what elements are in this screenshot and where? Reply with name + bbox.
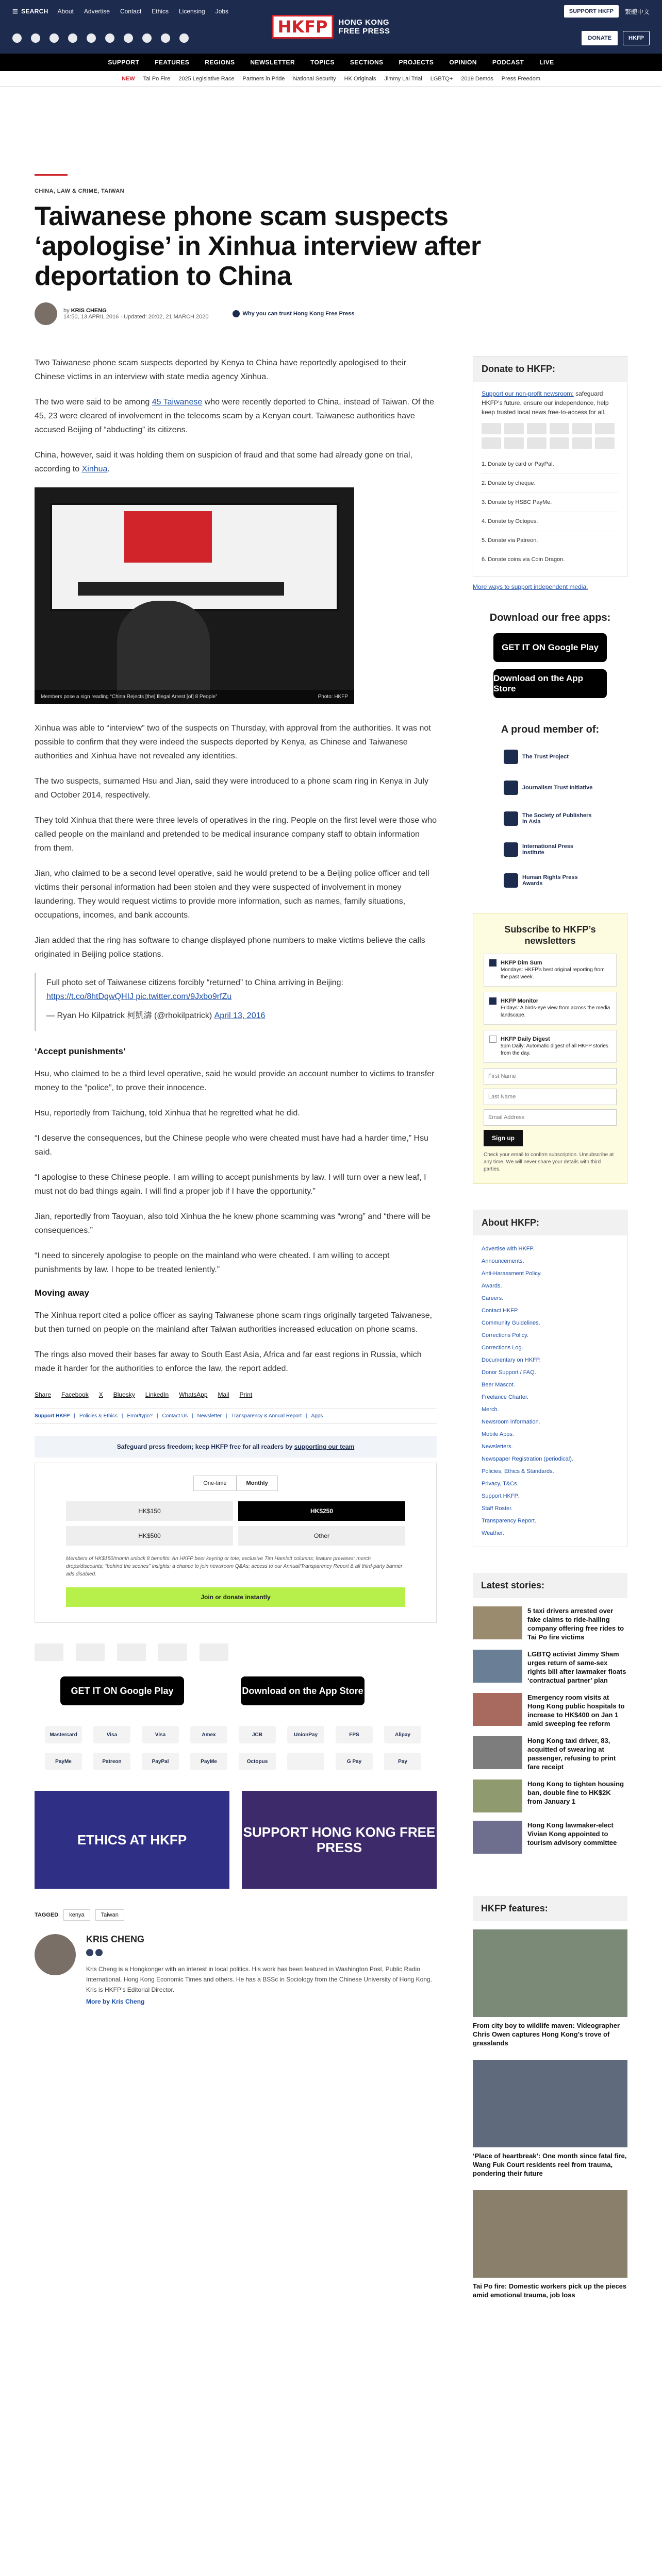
author-avatar[interactable]	[35, 302, 57, 325]
x-icon[interactable]	[31, 33, 40, 43]
byline: by KRIS CHENG 14:50, 13 APRIL 2016 · Updated: 20:02, 21 MARCH 2020 Why you can trust Hong Kong Free Press	[35, 302, 627, 325]
first-name-input[interactable]	[484, 1068, 617, 1084]
ipi-icon	[504, 842, 518, 857]
support-band: Safeguard press freedom; keep HKFP free for all readers by supporting our team	[35, 1436, 437, 1458]
toggle-monthly[interactable]: Monthly	[237, 1476, 278, 1491]
trust-link[interactable]: Why you can trust Hong Kong Free Press	[233, 310, 355, 317]
ipi-badge[interactable]	[158, 1643, 187, 1661]
about-link[interactable]: Newsroom Information.	[482, 1419, 540, 1425]
paragraph: Jian added that the ring has software to change displayed phone numbers to make victims believe the calls originated in Beijing police stations.	[35, 936, 425, 959]
hrpa-icon	[504, 873, 518, 888]
about-link[interactable]: Advertise with HKFP.	[482, 1246, 535, 1252]
jti-icon	[504, 781, 518, 795]
site-logo[interactable]	[272, 0, 390, 54]
paragraph: Hsu, reportedly from Taichung, told Xinhua that he regretted what he did.	[35, 1109, 300, 1117]
members-box	[473, 724, 627, 892]
payment-methods	[35, 1726, 437, 1770]
fps-icon[interactable]: FPS	[336, 1726, 373, 1743]
youtube-icon[interactable]	[68, 33, 77, 43]
donate-box: Donate to HKFP: Support our non-profit newsroom: safeguard HKFP’s future, ensure our independence, help keep trusted local news free-to-access for all. 1. Donate by card or PayPal. 2. Donate by cheque. 3. Donate by HSBC PayMe. 4. Donate by Octopus. 5. Donate via Patreon. 6. Donate coins via Coin Dragon.	[473, 356, 627, 577]
paragraph: The Xinhua report cited a police officer as saying Taiwanese phone scam rings originally targeted Taiwanese, but then turned on people on the mainland after Taiwan authorities increased education on phone scams.	[35, 1311, 433, 1334]
newsletter-option[interactable]: HKFP Monitor Fridays: A birds-eye view from across the media landscape.	[484, 992, 617, 1025]
amex-icon[interactable]: Amex	[190, 1726, 227, 1743]
support-promo[interactable]: SUPPORT HONG KONG FREE PRESS	[242, 1791, 437, 1889]
payment-card-icon	[595, 423, 615, 434]
about-link[interactable]: Community Guidelines.	[482, 1320, 540, 1326]
story-title[interactable]: 5 taxi drivers arrested over fake claims to ride-hailing company offering free rides to Tai Po fire victims	[527, 1607, 624, 1641]
visa-icon[interactable]: Visa	[142, 1726, 179, 1743]
share-label: Share	[35, 1391, 52, 1398]
trending-item[interactable]: HK Originals	[344, 75, 376, 82]
sopa-icon	[504, 811, 518, 826]
section-heading: Moving away	[35, 1288, 89, 1298]
story-item[interactable]	[473, 1606, 627, 1641]
about-link[interactable]: Newsletters.	[482, 1444, 513, 1450]
about-link[interactable]: Beer Mascot.	[482, 1382, 515, 1388]
payment-card-icon	[482, 423, 501, 434]
feature-item[interactable]	[473, 2190, 627, 2299]
newsletter-option[interactable]: HKFP Daily Digest 9pm Daily: Automatic digest of all HKFP stories from the day.	[484, 1030, 617, 1063]
hkfp-features	[473, 1896, 627, 2320]
footer-link[interactable]: Policies & Ethics	[79, 1413, 118, 1419]
payment-card-icon	[527, 423, 547, 434]
amount-option-selected[interactable]: HK$250	[238, 1501, 405, 1521]
alipay-icon[interactable]: Alipay	[384, 1726, 421, 1743]
main-nav	[0, 54, 662, 71]
trending-item[interactable]: 2019 Demos	[461, 75, 493, 82]
about-link[interactable]: Newspaper Registration (periodical).	[482, 1456, 573, 1462]
story-item[interactable]	[473, 1821, 627, 1854]
sidebar-heading: About HKFP:	[473, 1210, 627, 1235]
menu-icon: ☰	[12, 8, 19, 15]
frequency-toggle	[35, 1476, 436, 1491]
title-divider	[35, 174, 68, 176]
story-item[interactable]	[473, 1780, 627, 1812]
about-link[interactable]: Merch.	[482, 1406, 499, 1413]
member-trust-project[interactable]: The Trust Project	[504, 745, 597, 769]
payme-icon[interactable]: PayMe	[45, 1753, 82, 1770]
trending-item[interactable]: Tai Po Fire	[143, 75, 171, 82]
inline-link[interactable]: Xinhua	[81, 465, 108, 473]
donate-method-item[interactable]: 3. Donate by HSBC PayMe.	[482, 493, 619, 512]
member-sopa[interactable]: The Society of Publishers in Asia	[504, 807, 597, 831]
app-store-button[interactable]: Download on the App Store	[241, 1676, 365, 1705]
donate-method-item[interactable]: 1. Donate by card or PayPal.	[482, 455, 619, 474]
donate-methods-list	[482, 455, 619, 569]
paragraph: Two Taiwanese phone scam suspects deported by Kenya to China have reportedly apologised to their Chinese victims in an interview with state media agency Xinhua.	[35, 359, 407, 381]
article-categories[interactable]: CHINA, LAW & CRIME, TAIWAN	[35, 188, 124, 194]
checkbox-checked[interactable]	[489, 997, 496, 1005]
nav-opinion[interactable]: OPINION	[449, 59, 477, 66]
section-heading: ‘Accept punishments’	[35, 1046, 126, 1056]
info-icon	[233, 310, 240, 317]
sidebar-heading: Download our free apps:	[489, 612, 611, 623]
payme-icon[interactable]: PayMe	[190, 1753, 227, 1770]
payment-card-icon	[550, 437, 569, 449]
author-social-icons	[86, 1949, 437, 1959]
member-jti[interactable]: Journalism Trust Initiative	[504, 776, 597, 800]
donation-amounts	[35, 1501, 436, 1546]
amount-option[interactable]: HK$500	[66, 1526, 233, 1546]
donate-method-item[interactable]: 6. Donate coins via Coin Dragon.	[482, 550, 619, 569]
utility-link-contact[interactable]: Contact	[120, 8, 142, 15]
footer-link[interactable]: Apps	[311, 1413, 323, 1419]
trending-item[interactable]: 2025 Legislative Race	[178, 75, 235, 82]
sidebar-heading: Latest stories:	[473, 1573, 627, 1598]
utility-link-ethics[interactable]: Ethics	[152, 8, 169, 15]
story-item[interactable]	[473, 1650, 627, 1685]
sopa-badge[interactable]	[117, 1643, 146, 1661]
footer-link[interactable]: Support HKFP	[35, 1413, 70, 1419]
trending-label: NEW	[122, 75, 135, 82]
utility-links	[58, 8, 229, 15]
whatsapp-icon[interactable]	[142, 33, 152, 43]
payment-card-icon	[504, 437, 524, 449]
email-icon[interactable]	[95, 1949, 103, 1956]
feature-image[interactable]	[473, 2060, 627, 2147]
author-avatar-large[interactable]	[35, 1934, 76, 1975]
email-input[interactable]	[484, 1109, 617, 1126]
octopus-icon[interactable]: Octopus	[239, 1753, 276, 1770]
trust-project-badge[interactable]	[35, 1643, 63, 1661]
share-row	[35, 1391, 437, 1398]
google-pay-icon[interactable]: G Pay	[336, 1753, 373, 1770]
about-link[interactable]: Announcements.	[482, 1258, 524, 1264]
utility-link-about[interactable]: About	[57, 8, 74, 15]
newsletter-option[interactable]: HKFP Dim Sum Mondays: HKFP’s best original reporting from the past week.	[484, 954, 617, 987]
linkedin-icon[interactable]	[161, 33, 170, 43]
feature-title[interactable]: Tai Po fire: Domestic workers pick up the pieces amid emotional trauma, job loss	[473, 2282, 627, 2299]
sidebar-heading: A proud member of:	[501, 724, 600, 735]
paragraph: They told Xinhua that there were three levels of operatives in the ring. People on the first level were those who called people on the mainland and pretended to be medical insurance company staff to obtain information from them.	[35, 816, 437, 853]
payment-card-icon	[550, 423, 569, 434]
app-store-button[interactable]: Download on the App Store	[493, 669, 607, 698]
trending-item[interactable]: LGBTQ+	[430, 75, 453, 82]
newsletter-box	[473, 913, 627, 1184]
patreon-icon[interactable]: Patreon	[93, 1753, 130, 1770]
payment-card-icon	[482, 437, 501, 449]
join-donate-button[interactable]: Join or donate instantly	[66, 1587, 405, 1607]
story-item[interactable]	[473, 1736, 627, 1771]
story-thumbnail[interactable]	[473, 1821, 522, 1854]
search-menu-button[interactable]: ☰ SEARCH	[12, 8, 48, 15]
footer-link[interactable]: Contact Us	[162, 1413, 188, 1419]
about-link[interactable]: Documentary on HKFP.	[482, 1357, 541, 1363]
amount-option[interactable]: HK$150	[66, 1501, 233, 1521]
support-team-link[interactable]: supporting our team	[294, 1443, 355, 1450]
logo-mark: HKFP	[272, 15, 334, 39]
signup-button[interactable]: Sign up	[484, 1130, 523, 1146]
story-thumbnail[interactable]	[473, 1650, 522, 1683]
paypal-icon[interactable]: PayPal	[142, 1753, 179, 1770]
member-hrpa[interactable]: Human Rights Press Awards	[504, 869, 597, 892]
story-title[interactable]: Hong Kong lawmaker-elect Vivian Kong appointed to tourism advisory committee	[527, 1821, 617, 1846]
trending-item[interactable]: Jimmy Lai Trial	[384, 75, 422, 82]
nav-sections[interactable]: SECTIONS	[350, 59, 384, 66]
paragraph: China, however, said it was holding them on suspicion of fraud and that some had already gone on trial, according to Xinhua.	[35, 451, 412, 473]
feature-image[interactable]	[473, 1929, 627, 2017]
more-by-author-link[interactable]: More by Kris Cheng	[86, 1998, 145, 2005]
nav-support[interactable]: SUPPORT	[108, 59, 140, 66]
apps-box	[473, 612, 627, 698]
toggle-one-time[interactable]: One-time	[193, 1476, 236, 1491]
about-link[interactable]: Staff Roster.	[482, 1505, 513, 1512]
story-title[interactable]: Hong Kong taxi driver, 83, acquitted of swearing at passenger, refusing to print fare receipt	[527, 1737, 616, 1771]
promo-row	[35, 1791, 437, 1889]
donation-widget	[35, 1463, 437, 1623]
paragraph: “I need to sincerely apologise to people on the mainland who were cheated. I am willing to accept punishments by law. I hope to be treated leniently.”	[35, 1251, 390, 1274]
about-link[interactable]: Privacy, T&Cs.	[482, 1481, 519, 1487]
paragraph: “I deserve the consequences, but the Chinese people who were cheated must have had a harder time,” Hsu said.	[35, 1134, 429, 1157]
footer-link[interactable]: Error/typo?	[127, 1413, 153, 1419]
photo-banner	[50, 503, 339, 611]
rss-icon[interactable]	[179, 33, 189, 43]
donate-method-item[interactable]: 2. Donate by cheque.	[482, 474, 619, 493]
tweet-author: — Ryan Ho Kilpatrick 柯凱濤 (@rhokilpatrick) April 13, 2016	[46, 1011, 266, 1020]
about-link[interactable]: Awards.	[482, 1283, 502, 1289]
threads-icon[interactable]	[87, 33, 96, 43]
payment-card-icon	[572, 437, 592, 449]
trust-project-icon	[504, 750, 518, 764]
story-thumbnail[interactable]	[473, 1606, 522, 1639]
tag-link[interactable]: Taiwan	[95, 1909, 124, 1921]
article-body	[35, 356, 437, 2346]
share-whatsapp[interactable]: WhatsApp	[179, 1391, 208, 1398]
jcb-icon[interactable]: JCB	[239, 1726, 276, 1743]
photo-caption: Members pose a sign reading “China Rejects [the] Illegal Arrest [of] 8 People” Photo: HKFP	[35, 690, 354, 704]
payment-card-icon	[572, 423, 592, 434]
nav-projects[interactable]: PROJECTS	[399, 59, 434, 66]
bluesky-icon[interactable]	[105, 33, 114, 43]
latest-stories	[473, 1573, 627, 1870]
utility-link-licensing[interactable]: Licensing	[178, 8, 205, 15]
hkfp-header-button[interactable]: HKFP	[623, 31, 650, 45]
mastercard-icon[interactable]: Mastercard	[45, 1726, 82, 1743]
donate-method-item[interactable]: 4. Donate by Octopus.	[482, 512, 619, 531]
author-link[interactable]: KRIS CHENG	[71, 308, 107, 314]
paragraph: “I apologise to these Chinese people. I am willing to accept punishments by law. I will turn over a new leaf, I must not do bad things again. I will find a proper job if I have the opportunity.”	[35, 1173, 426, 1196]
story-thumbnail[interactable]	[473, 1693, 522, 1726]
about-link[interactable]: Anti-Harassment Policy.	[482, 1270, 542, 1277]
story-title[interactable]: Hong Kong to tighten housing ban, double fine to HK$2K from January 1	[527, 1780, 624, 1805]
newsletter-heading: Subscribe to HKFP’s newsletters	[504, 924, 596, 946]
payment-card-icon	[595, 437, 615, 449]
footer-link[interactable]: Newsletter	[197, 1413, 222, 1419]
article-footer-links: Support HKFP | Policies & Ethics | Error/typo? | Contact Us | Newsletter | Transparency & Annual Report | Apps	[35, 1409, 437, 1423]
nav-regions[interactable]: REGIONS	[205, 59, 235, 66]
author-box-name[interactable]: KRIS CHENG	[86, 1934, 145, 1944]
trending-item[interactable]: National Security	[293, 75, 336, 82]
jti-badge[interactable]	[76, 1643, 105, 1661]
nav-podcast[interactable]: PODCAST	[492, 59, 524, 66]
feature-item[interactable]	[473, 1929, 627, 2047]
utility-link-advertise[interactable]: Advertise	[84, 8, 110, 15]
language-switch[interactable]: 繁體中文	[624, 8, 650, 15]
share-mail[interactable]: Mail	[218, 1391, 229, 1398]
app-download-row	[35, 1676, 437, 1705]
article-title: Taiwanese phone scam suspects ‘apologise’ in Xinhua interview after deportation to China	[35, 201, 481, 291]
trending-item[interactable]: Partners in Pride	[242, 75, 285, 82]
sidebar	[473, 356, 627, 2346]
instagram-icon[interactable]	[49, 33, 59, 43]
about-link[interactable]: Mobile Apps.	[482, 1431, 514, 1437]
newsletter-note: Check your email to confirm subscription. Unsubscribe at any time. We will never share your details with third parties.	[484, 1152, 614, 1172]
google-play-button[interactable]: GET IT ON Google Play	[60, 1676, 184, 1705]
sidebar-heading: HKFP features:	[473, 1896, 627, 1921]
facebook-icon[interactable]	[12, 33, 22, 43]
donation-note: Members of HK$150/month unlock 8 benefits: An HKFP beer keyring or tote; exclusive Tim Hamlett columns; feature previews; merch drops/discounts; "behind the scenes" insights; a chance to join newsroom Q&As; access to our Annual/Transparency Report & all third-party banner ads disabled.	[66, 1556, 403, 1577]
story-thumbnail[interactable]	[473, 1736, 522, 1769]
about-link[interactable]: Weather.	[482, 1530, 504, 1536]
tag-link[interactable]: kenya	[63, 1909, 90, 1921]
author-box	[35, 1934, 437, 2005]
hrpa-badge[interactable]	[200, 1643, 228, 1661]
story-title[interactable]: Emergency room visits at Hong Kong public hospitals to increase to HK$400 on Jan 1 amid sweeping fee reform	[527, 1693, 625, 1727]
paragraph: The two suspects, surnamed Hsu and Jian, said they were introduced to a phone scam ring in Kenya in July and October 2014, respectively.	[35, 777, 428, 800]
logo-text: HONG KONG FREE PRESS	[338, 18, 390, 36]
paragraph: The rings also moved their bases far away to South East Asia, Africa and far east regions in Russia, which made it harder for the authorities to enforce the law, the report added.	[35, 1350, 422, 1373]
donate-intro-link[interactable]: Support our non-profit newsroom:	[482, 390, 574, 397]
donate-header-button[interactable]: DONATE	[582, 31, 618, 45]
inline-link[interactable]: 45 Taiwanese	[152, 398, 203, 406]
nav-features[interactable]: FEATURES	[155, 59, 190, 66]
story-item[interactable]	[473, 1693, 627, 1728]
about-link[interactable]: Transparency Report.	[482, 1518, 536, 1524]
about-link[interactable]: Donor Support / FAQ.	[482, 1369, 536, 1376]
about-link[interactable]: Corrections Log.	[482, 1345, 523, 1351]
footer-link[interactable]: Transparency & Annual Report	[231, 1413, 302, 1419]
share-print[interactable]: Print	[239, 1391, 253, 1398]
checkbox[interactable]	[489, 1036, 496, 1043]
about-link[interactable]: Corrections Policy.	[482, 1332, 528, 1338]
telegram-icon[interactable]	[124, 33, 133, 43]
more-ways-link[interactable]: More ways to support independent media.	[473, 583, 588, 590]
feature-title[interactable]: ‘Place of heartbreak’: One month since fatal fire, Wang Fuk Court residents reel from trauma, pondering their future	[473, 2152, 627, 2177]
google-play-button[interactable]: GET IT ON Google Play	[493, 633, 607, 662]
payment-card-icon	[504, 423, 524, 434]
donate-method-item[interactable]: 5. Donate via Patreon.	[482, 531, 619, 550]
tweet-date-link[interactable]: April 13, 2016	[214, 1011, 266, 1020]
payment-icons	[482, 423, 619, 449]
about-box	[473, 1210, 627, 1547]
trending-bar	[0, 71, 662, 87]
tags-row	[35, 1909, 437, 1921]
share-bluesky[interactable]: Bluesky	[113, 1391, 135, 1398]
tweet-link[interactable]: https://t.co/8htDqwQHIJ pic.twitter.com/9Jxbo9rfZu	[46, 992, 232, 1001]
story-thumbnail[interactable]	[473, 1780, 522, 1812]
about-link[interactable]: Contact HKFP.	[482, 1308, 519, 1314]
article-photo[interactable]	[35, 487, 354, 704]
nav-newsletter[interactable]: NEWSLETTER	[250, 59, 295, 66]
share-x[interactable]: X	[98, 1391, 103, 1398]
last-name-input[interactable]	[484, 1089, 617, 1105]
paragraph: Hsu, who claimed to be a third level operative, said he would provide an account number to victims to transfer money to the “police”, to prove their innocence.	[35, 1070, 435, 1092]
story-title[interactable]: LGBTQ activist Jimmy Sham urges return of same-sex rights bill after lawmaker floats ‘contractual partner’ plan	[527, 1650, 626, 1684]
trending-item[interactable]: Press Freedom	[501, 75, 540, 82]
wallet-icon[interactable]	[287, 1753, 324, 1770]
paragraph: The two were said to be among 45 Taiwanese who were recently deported to China, instead of Taiwan. Of the 45, 23 were cleared of involvement in the telecoms scam by a Kenyan court. Taiwanese authorities have accused Beijing of “abducting” its citizens.	[35, 398, 434, 434]
utility-link-jobs[interactable]: Jobs	[215, 8, 229, 15]
nav-topics[interactable]: TOPICS	[310, 59, 335, 66]
sidebar-heading: Donate to HKFP:	[473, 357, 627, 382]
feature-title[interactable]: From city boy to wildlife maven: Videographer Chris Owen captures Hong Kong’s trove of grasslands	[473, 2022, 620, 2047]
support-hkfp-button[interactable]: SUPPORT HKFP	[564, 5, 619, 18]
payment-card-icon	[527, 437, 547, 449]
about-link[interactable]: Careers.	[482, 1295, 504, 1301]
about-links	[473, 1235, 627, 1547]
article-header	[35, 87, 627, 325]
feature-item[interactable]	[473, 2060, 627, 2178]
tweet-text: Full photo set of Taiwanese citizens forcibly “returned” to China arriving in Beijing: https://t.co/8htDqwQHIJ pic.twitter.com/9Jxbo9rfZu	[46, 978, 343, 1001]
author-bio: Kris Cheng is a Hongkonger with an interest in local politics. His work has been featured in Washington Post, Public Radio International, Hong Kong Economic Times and others. He has a BSSc in Sociology from the Chinese University of Hong Kong. Kris is HKFP’s Editorial Director.	[86, 1965, 433, 1993]
paragraph: Xinhua was able to “interview” two of the suspects on Thursday, with approval from the authorities. It was not possible to confirm that they were indeed the suspects deported by Kenya, as Chinese and Taiwanese authorities and Xinhua have not revealed any identities.	[35, 724, 431, 760]
share-facebook[interactable]: Facebook	[61, 1391, 89, 1398]
about-link[interactable]: Support HKFP.	[482, 1493, 519, 1499]
share-linkedin[interactable]: LinkedIn	[145, 1391, 169, 1398]
ethics-promo[interactable]: ETHICS AT HKFP	[35, 1791, 229, 1889]
apple-pay-icon[interactable]: Pay	[384, 1753, 421, 1770]
member-badges-row	[35, 1643, 437, 1661]
feature-image[interactable]	[473, 2190, 627, 2278]
nav-live[interactable]: LIVE	[539, 59, 554, 66]
tags-label: TAGGED	[35, 1912, 59, 1918]
about-link[interactable]: Freelance Charter.	[482, 1394, 529, 1400]
embedded-tweet	[35, 973, 437, 1031]
unionpay-icon[interactable]: UnionPay	[287, 1726, 324, 1743]
article-dates: 14:50, 13 APRIL 2016 · Updated: 20:02, 21 MARCH 2020	[63, 314, 209, 320]
about-link[interactable]: Policies, Ethics & Standards.	[482, 1468, 554, 1475]
member-ipi[interactable]: International Press Institute	[504, 838, 597, 861]
visa-icon[interactable]: Visa	[93, 1726, 130, 1743]
paragraph: Jian, who claimed to be a second level operative, said he would pretend to be a Beijing police officer and tell victims their personal information had been stolen and they were suspected of involvement in money laundering. They would request victims to provide more information, such as names, family situations, occupations, incomes, and bank accounts.	[35, 869, 429, 920]
x-icon[interactable]	[86, 1949, 93, 1956]
amount-option-other[interactable]: Other	[238, 1526, 405, 1546]
checkbox-checked[interactable]	[489, 959, 496, 967]
paragraph: Jian, reportedly from Taoyuan, also told Xinhua the he knew phone scamming was “wrong” and “there will be consequences.”	[35, 1212, 431, 1235]
